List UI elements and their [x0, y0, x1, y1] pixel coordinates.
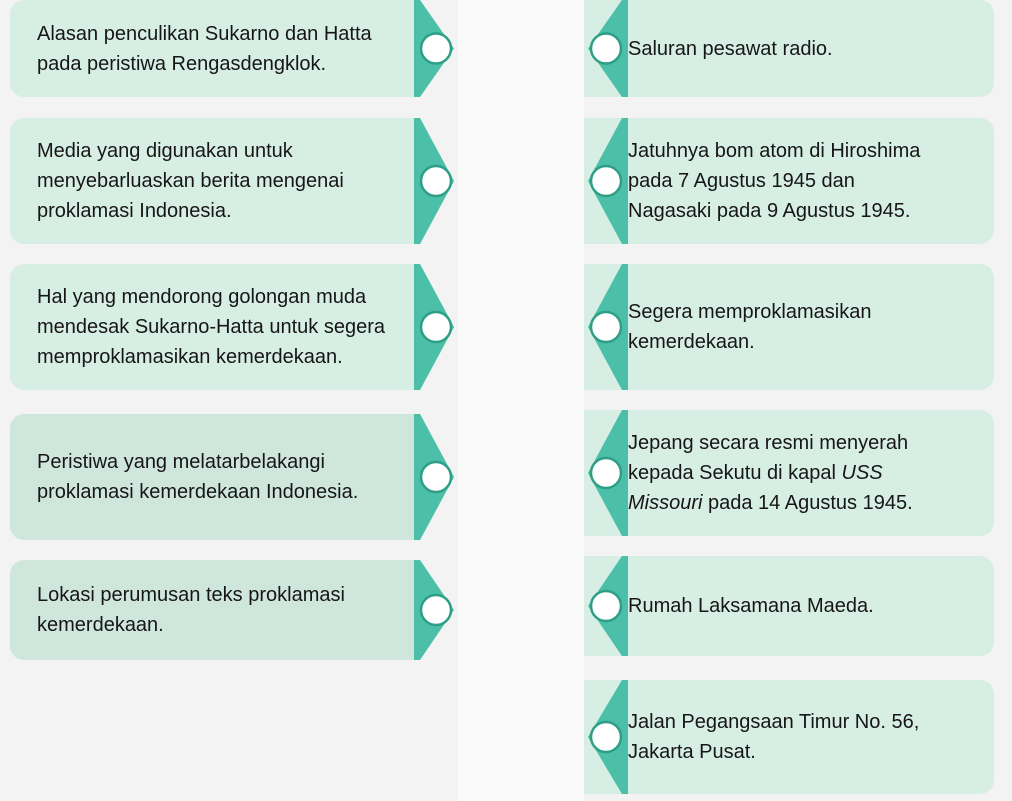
right-answer-card: [584, 0, 994, 97]
right-connector-knob: [591, 34, 621, 64]
left-statement-text: Peristiwa yang melatarbelakangi proklamasi kemerdekaan Indonesia.: [37, 451, 359, 503]
ship-name: Missouri: [628, 492, 703, 514]
left-statement-card: [10, 414, 418, 540]
answer-line-2: kepada Sekutu di kapal: [628, 462, 842, 484]
right-connector-knob: [591, 591, 621, 621]
right-connector-knob: [591, 458, 621, 488]
left-connector-knob: [421, 312, 451, 342]
left-connector-tab-5: [414, 560, 460, 660]
left-connector-tab-3: [414, 264, 460, 390]
right-answer-text: Jatuhnya bom atom di Hiroshima pada 7 Agustus 1945 dan Nagasaki pada 9 Agustus 1945.: [628, 140, 921, 222]
right-connector-tab-6: [582, 680, 628, 794]
left-connector-tab-4: [414, 414, 460, 540]
left-statement-card: [10, 264, 418, 390]
right-answer-text: Jalan Pegangsaan Timur No. 56, Jakarta Pusat.: [628, 711, 920, 763]
right-connector-knob: [591, 166, 621, 196]
left-statement-text: Alasan penculikan Sukarno dan Hatta pada peristiwa Rengasdengklok.: [37, 22, 372, 75]
right-answer-text: Segera memproklamasikan kemerdekaan.: [628, 301, 872, 353]
left-statement-text: Lokasi perumusan teks proklamasi kemerdekaan.: [37, 584, 345, 636]
left-connector-knob: [421, 166, 451, 196]
center-gap: [458, 0, 584, 801]
answer-line-1: Jepang secara resmi menyerah: [628, 432, 909, 454]
right-answer-text: Saluran pesawat radio.: [628, 37, 833, 60]
left-connector-tab-1: [414, 0, 460, 97]
left-statement-text: Hal yang mendorong golongan muda mendesak Sukarno-Hatta untuk segera memproklamasikan kemerdekaan.: [37, 286, 385, 368]
right-answer-card: [584, 264, 994, 390]
ship-name-prefix: USS: [841, 462, 883, 484]
right-answer-card: [584, 556, 994, 656]
right-answer-card: [584, 680, 994, 794]
left-connector-knob: [421, 34, 451, 64]
answer-line-3: pada 14 Agustus 1945.: [702, 492, 913, 514]
left-statement-text: Media yang digunakan untuk menyebarluaskan berita mengenai proklamasi Indonesia.: [37, 140, 344, 222]
right-connector-knob: [591, 312, 621, 342]
left-connector-knob: [421, 462, 451, 492]
right-connector-knob: [591, 722, 621, 752]
right-answer-card: [584, 410, 994, 536]
right-answer-text: [628, 428, 913, 518]
right-answer-text: Rumah Laksamana Maeda.: [628, 595, 874, 617]
left-connector-knob: [421, 595, 451, 625]
left-statement-card: [10, 118, 418, 244]
right-connector-tab-2: [582, 118, 628, 244]
left-connector-tab-2: [414, 118, 460, 244]
right-connector-tab-4: [582, 410, 628, 536]
right-connector-tab-1: [582, 0, 628, 97]
left-statement-card: [10, 0, 418, 97]
right-connector-tab-5: [582, 556, 628, 656]
right-answer-card: [584, 118, 994, 244]
right-connector-tab-3: [582, 264, 628, 390]
left-statement-card: [10, 560, 418, 660]
